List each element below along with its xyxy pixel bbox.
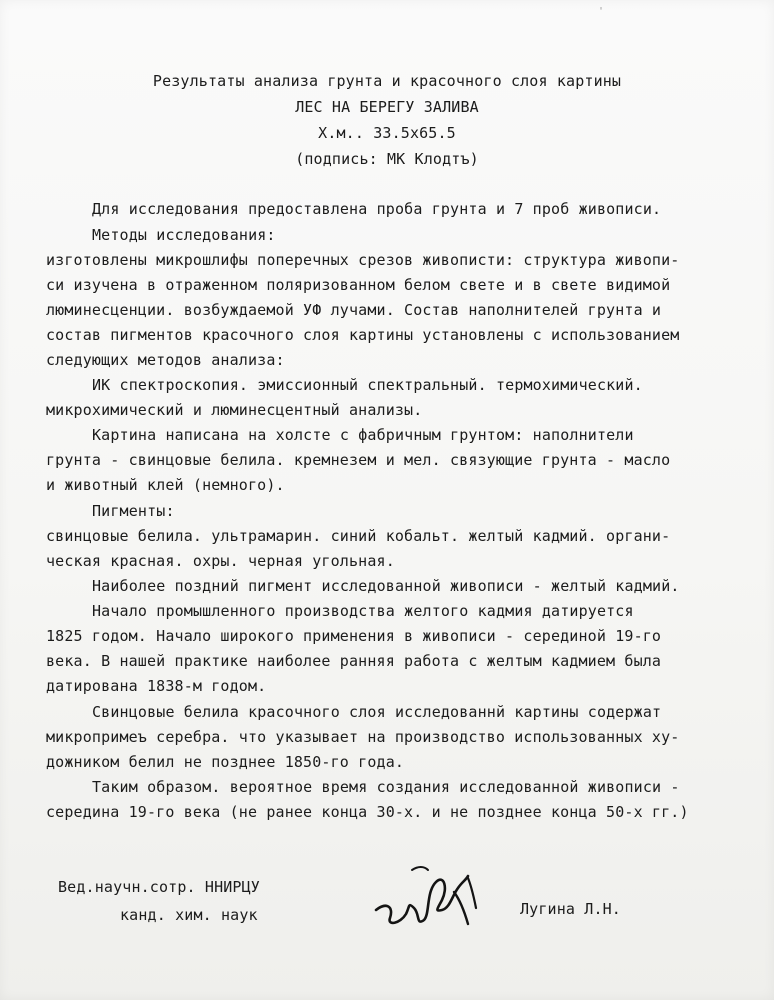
text-line: Методы исследования:: [92, 226, 276, 244]
text-line: микрохимический и люминесцентный анализы.: [46, 401, 423, 419]
text-line: века. В нашей практике наиболее ранняя работа с желтым кадмием была: [46, 652, 662, 670]
text-line: ИК спектроскопия. эмиссионный спектральный. термохимический.: [92, 376, 643, 394]
text-line: Таким образом. вероятное время создания исследованной живописи -: [92, 778, 680, 796]
author-degree: канд. хим. наук: [120, 906, 258, 924]
text-line: микропримеъ серебра. что указывает на производство использованных ху-: [46, 728, 680, 746]
text-line: середина 19-го века (не ранее конца 30-х. и не позднее конца 50-х гг.): [46, 803, 689, 821]
author-position: Вед.научн.сотр. ННИРЦУ: [58, 878, 260, 896]
text-line: ческая красная. охры. черная угольная.: [46, 552, 395, 570]
text-line: и животный клей (немного).: [46, 476, 285, 494]
text-line: изготовлены микрошлифы поперечных срезов живописти: структура живопи-: [46, 251, 680, 269]
text-line: люминесценции. возбуждаемой УФ лучами. Состав наполнителей грунта и: [46, 301, 662, 319]
text-line: состав пигментов красочного слоя картины установлены с использованием: [46, 326, 680, 344]
text-line: Свинцовые белила красочного слоя исследованнй картины содержат: [92, 703, 662, 721]
text-line: Для исследования предоставлена проба грунта и 7 проб живописи.: [92, 200, 662, 218]
text-line: грунта - свинцовые белила. кремнезем и мел. связующие грунта - масло: [46, 451, 671, 469]
corner-mark: ': [598, 6, 605, 17]
text-line: Начало промышленного производства желтого кадмия датируется: [92, 602, 634, 620]
painting-title: ЛЕС НА БЕРЕГУ ЗАЛИВА: [295, 98, 479, 116]
document-title: Результаты анализа грунта и красочного слоя картины: [152, 72, 622, 90]
text-line: 1825 годом. Начало широкого применения в живописи - серединой 19-го: [46, 627, 662, 645]
text-line: датирована 1838-м годом.: [46, 677, 267, 695]
text-line: Наиболее поздний пигмент исследованной живописи - желтый кадмий.: [92, 577, 680, 595]
handwritten-signature-icon: [372, 862, 494, 942]
text-line: следующих методов анализа:: [46, 351, 285, 369]
text-line: Картина написана на холсте с фабричным грунтом: наполнители: [92, 426, 634, 444]
painting-medium-size: Х.м.. 33.5х65.5: [318, 124, 456, 142]
text-line: свинцовые белила. ультрамарин. синий кобальт. желтый кадмий. органи-: [46, 527, 671, 545]
author-name: Лугина Л.Н.: [520, 900, 621, 918]
text-line: Пигменты:: [92, 502, 175, 520]
text-line: си изучена в отраженном поляризованном белом свете и в свете видимой: [46, 276, 671, 294]
text-line: дожником белил не позднее 1850-го года.: [46, 753, 405, 771]
signature-note: (подпись: МК Клодтъ): [295, 150, 479, 168]
